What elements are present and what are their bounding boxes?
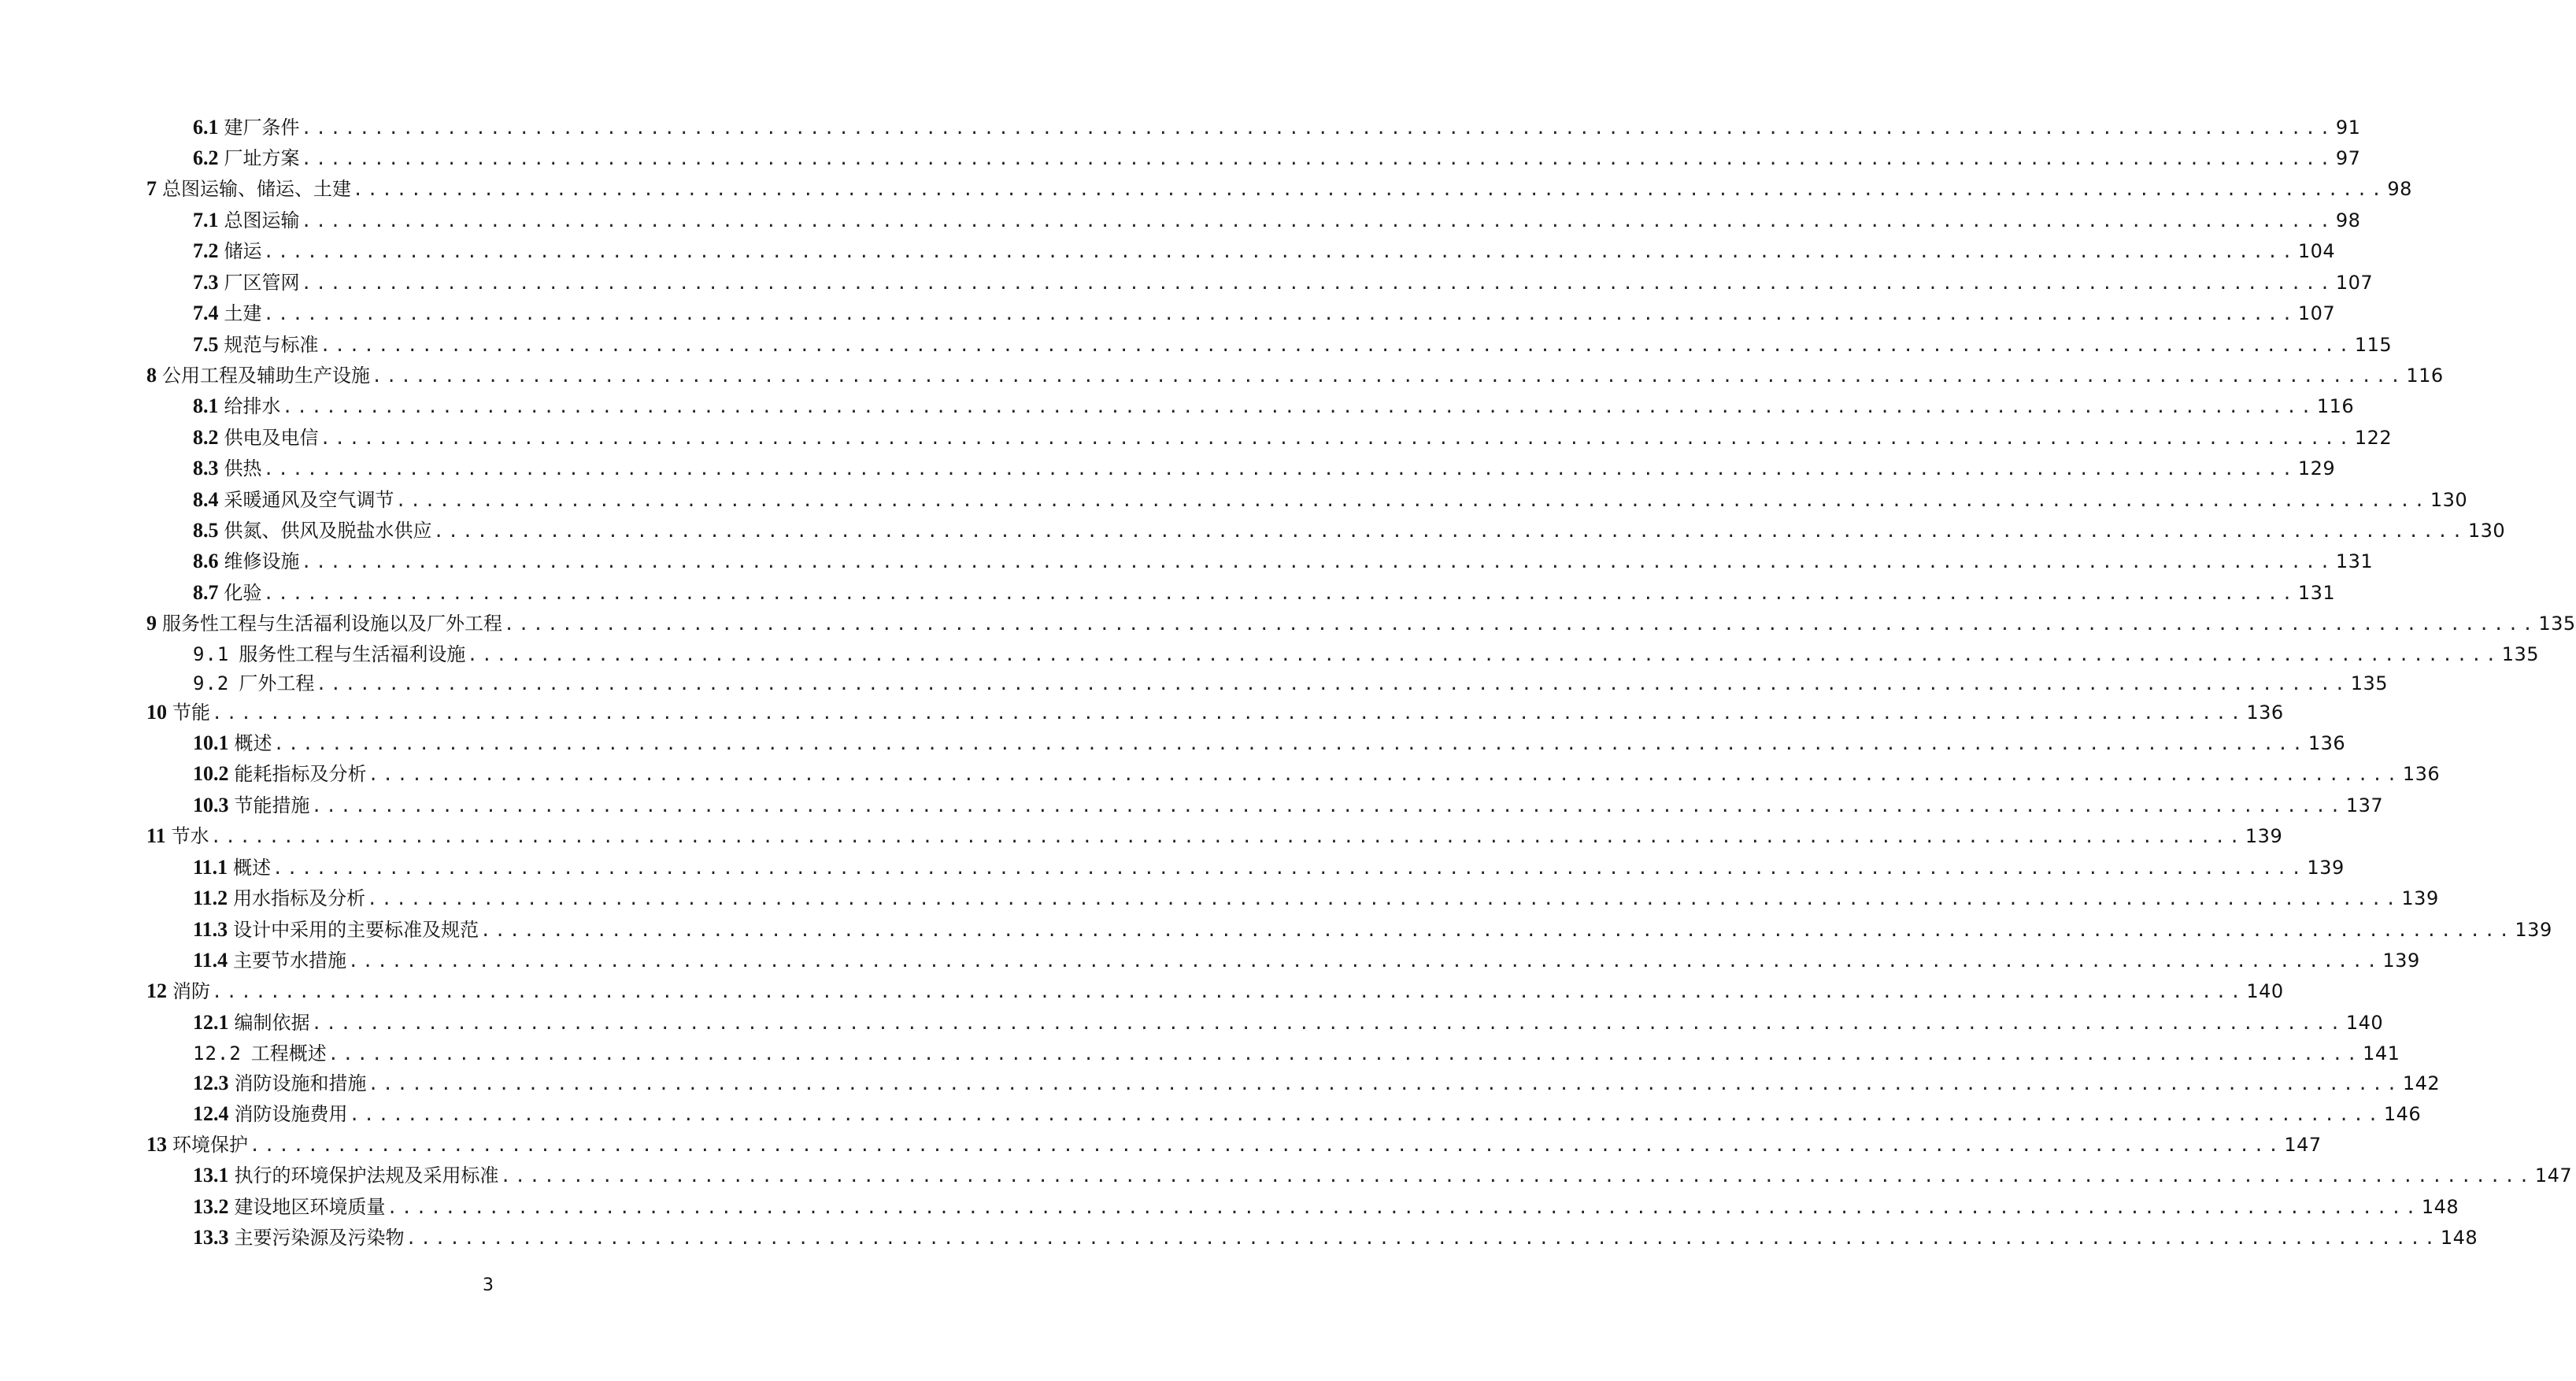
toc-dot-leader: ............................................................................................................................................ xyxy=(387,1198,2420,1218)
toc-entry-number: 8 xyxy=(146,364,157,387)
toc-entry[interactable] xyxy=(193,235,2336,262)
toc-entry-number: 11.3 xyxy=(193,918,228,941)
toc-entry[interactable] xyxy=(193,143,2361,169)
toc-entry[interactable] xyxy=(193,453,2336,479)
toc-entry-page-number: 122 xyxy=(2354,427,2393,449)
toc-entry[interactable] xyxy=(193,267,2374,294)
toc-entry-number: 6.1 xyxy=(193,116,219,139)
toc-entry[interactable] xyxy=(193,668,2388,694)
toc-entry[interactable] xyxy=(193,298,2336,324)
toc-dot-leader: ............................................................................................................................................ xyxy=(320,429,2353,449)
toc-entry-title: 储运 xyxy=(224,240,262,262)
toc-entry-page-number: 107 xyxy=(2335,272,2374,294)
toc-entry-title: 主要节水措施 xyxy=(233,950,347,972)
toc-entry-page-number: 142 xyxy=(2402,1072,2441,1094)
toc-entry-title: 概述 xyxy=(234,732,272,754)
toc-entry-title: 供热 xyxy=(224,457,262,479)
toc-entry[interactable] xyxy=(193,546,2374,572)
toc-entry[interactable] xyxy=(193,112,2361,139)
toc-dot-leader: ............................................................................................................................................ xyxy=(467,646,2500,665)
toc-entry[interactable] xyxy=(193,1007,2384,1034)
toc-entry-page-number: 116 xyxy=(2406,365,2444,387)
toc-dot-leader: ............................................................................................................................................ xyxy=(273,735,2307,754)
toc-entry-number: 12.4 xyxy=(193,1102,229,1125)
toc-entry-title: 设计中采用的主要标准及规范 xyxy=(233,919,479,941)
toc-entry[interactable] xyxy=(193,914,2552,941)
toc-dot-leader: ............................................................................................................................................ xyxy=(212,983,2245,1002)
toc-entry-number: 7 xyxy=(146,177,157,200)
toc-entry[interactable] xyxy=(193,577,2336,604)
toc-entry-page-number: 139 xyxy=(2382,950,2420,972)
toc-entry-page-number: 136 xyxy=(2308,732,2346,754)
toc-entry-title: 给排水 xyxy=(224,395,281,417)
toc-dot-leader: ............................................................................................................................................ xyxy=(311,1014,2345,1034)
toc-entry-title: 公用工程及辅助生产设施 xyxy=(162,365,370,387)
toc-entry-page-number: 129 xyxy=(2297,457,2336,479)
toc-dot-leader: ............................................................................................................................................ xyxy=(368,1075,2401,1094)
toc-dot-leader: ............................................................................................................................................ xyxy=(480,921,2514,941)
toc-entry[interactable] xyxy=(193,422,2393,449)
toc-entry-title: 总图运输 xyxy=(224,209,300,231)
toc-entry-number: 7.5 xyxy=(193,333,219,356)
toc-entry-title: 执行的环境保护法规及采用标准 xyxy=(234,1164,499,1187)
toc-entry[interactable] xyxy=(193,945,2420,972)
toc-entry-title: 编制依据 xyxy=(234,1012,310,1034)
toc-entry-title: 化验 xyxy=(224,582,262,604)
toc-entry-title: 节能措施 xyxy=(234,794,310,816)
toc-dot-leader: ............................................................................................................................................ xyxy=(263,243,2297,262)
toc-dot-leader: ............................................................................................................................................ xyxy=(367,890,2400,909)
toc-entry-page-number: 98 xyxy=(2387,178,2412,200)
toc-entry-number: 13.1 xyxy=(193,1164,229,1187)
toc-dot-leader: ............................................................................................................................................ xyxy=(282,398,2315,417)
toc-entry-number: 12.1 xyxy=(193,1011,229,1034)
toc-dot-leader: ............................................................................................................................................ xyxy=(405,1229,2439,1249)
toc-entry-number: 6.2 xyxy=(193,146,219,169)
toc-entry[interactable] xyxy=(193,639,2539,665)
toc-dot-leader: ............................................................................................................................................ xyxy=(368,765,2401,785)
toc-entry[interactable] xyxy=(193,883,2439,909)
toc-entry[interactable] xyxy=(193,515,2506,542)
toc-entry-page-number: 147 xyxy=(2534,1164,2573,1187)
toc-entry-page-number: 141 xyxy=(2363,1042,2400,1064)
toc-entry[interactable] xyxy=(146,820,2283,847)
toc-entry-title: 总图运输、储运、土建 xyxy=(162,178,351,200)
page-number-footer: 3 xyxy=(483,1275,494,1295)
toc-entry[interactable] xyxy=(193,1068,2441,1094)
toc-entry[interactable] xyxy=(193,391,2355,417)
toc-entry-title: 建厂条件 xyxy=(224,117,300,139)
toc-dot-leader: ............................................................................................................................................ xyxy=(311,797,2345,816)
toc-entry-number: 10.1 xyxy=(193,731,229,754)
toc-entry-page-number: 147 xyxy=(2284,1134,2322,1156)
toc-entry-page-number: 115 xyxy=(2354,334,2393,356)
toc-entry[interactable] xyxy=(193,1038,2400,1064)
toc-entry-title: 节能 xyxy=(172,702,210,724)
toc-entry-number: 11 xyxy=(146,824,166,847)
toc-dot-leader: ............................................................................................................................................ xyxy=(433,522,2467,542)
toc-entry-title: 消防 xyxy=(172,980,210,1002)
toc-entry[interactable] xyxy=(193,1222,2478,1249)
toc-entry-title: 厂址方案 xyxy=(224,147,300,169)
toc-entry-title: 采暖通风及空气调节 xyxy=(224,489,394,511)
toc-entry-number: 8.3 xyxy=(193,457,219,479)
toc-entry-page-number: 98 xyxy=(2335,209,2361,231)
toc-entry-title: 厂外工程 xyxy=(239,672,315,694)
toc-entry-page-number: 139 xyxy=(2515,919,2552,941)
toc-entry-page-number: 139 xyxy=(2401,887,2439,909)
toc-entry-page-number: 91 xyxy=(2335,117,2361,139)
toc-entry-title: 供电及电信 xyxy=(224,427,319,449)
toc-dot-leader: ............................................................................................................................................ xyxy=(320,336,2353,356)
toc-entry-number: 9 xyxy=(146,612,157,635)
toc-entry-page-number: 139 xyxy=(2307,857,2345,879)
toc-dot-leader: ............................................................................................................................................ xyxy=(212,704,2245,724)
toc-entry-page-number: 135 xyxy=(2538,613,2576,635)
toc-dot-leader: ............................................................................................................................................ xyxy=(301,150,2334,169)
toc-entry-title: 供氮、供风及脱盐水供应 xyxy=(224,520,432,542)
toc-entry-title: 消防设施和措施 xyxy=(234,1072,367,1094)
toc-dot-leader: ............................................................................................................................................ xyxy=(316,675,2349,694)
toc-dot-leader: ............................................................................................................................................ xyxy=(263,305,2297,324)
toc-entry-page-number: 140 xyxy=(2345,1012,2384,1034)
toc-entry[interactable] xyxy=(193,790,2384,816)
toc-dot-leader: ............................................................................................................................................ xyxy=(301,119,2334,139)
toc-entry-page-number: 146 xyxy=(2383,1103,2422,1125)
toc-entry-title: 主要污染源及污染物 xyxy=(234,1227,405,1249)
toc-dot-leader: ............................................................................................................................................ xyxy=(250,1136,2283,1156)
toc-entry[interactable] xyxy=(193,1191,2459,1218)
toc-entry-title: 用水指标及分析 xyxy=(233,887,366,909)
toc-entry-title: 规范与标准 xyxy=(224,334,319,356)
toc-entry-number: 11.1 xyxy=(193,856,228,879)
toc-entry-number: 7.3 xyxy=(193,271,219,294)
toc-entry-title: 维修设施 xyxy=(224,550,300,572)
toc-entry[interactable] xyxy=(193,728,2346,754)
toc-entry-title: 土建 xyxy=(224,302,262,324)
toc-entry-title: 工程概述 xyxy=(250,1042,327,1064)
toc-dot-leader: ............................................................................................................................................ xyxy=(301,553,2334,572)
toc-entry-number: 12 xyxy=(146,979,167,1002)
toc-dot-leader: ............................................................................................................................................ xyxy=(263,460,2297,479)
toc-entry-title: 节水 xyxy=(171,825,209,847)
toc-entry-page-number: 116 xyxy=(2316,395,2355,417)
toc-entry[interactable] xyxy=(193,1098,2422,1125)
toc-entry-title: 概述 xyxy=(233,857,272,879)
toc-entry[interactable] xyxy=(193,1160,2573,1187)
toc-dot-leader: ............................................................................................................................................ xyxy=(395,491,2429,511)
toc-dot-leader: ............................................................................................................................................ xyxy=(301,274,2334,294)
toc-entry-title: 建设地区环境质量 xyxy=(234,1196,386,1218)
toc-entry[interactable] xyxy=(193,329,2393,356)
toc-dot-leader: ............................................................................................................................................ xyxy=(263,584,2297,604)
toc-entry[interactable] xyxy=(193,852,2345,879)
toc-entry-page-number: 97 xyxy=(2335,147,2361,169)
toc-entry-number: 12.3 xyxy=(193,1072,229,1094)
toc-entry-number: 13.2 xyxy=(193,1195,229,1218)
toc-entry-page-number: 104 xyxy=(2297,240,2336,262)
toc-entry-title: 环境保护 xyxy=(172,1134,248,1156)
toc-entry-number: 12.2 xyxy=(193,1042,242,1064)
toc-entry[interactable] xyxy=(146,976,2284,1002)
toc-entry[interactable] xyxy=(193,484,2468,511)
toc-entry-number: 11.2 xyxy=(193,887,228,909)
toc-entry-number: 8.6 xyxy=(193,550,219,572)
toc-dot-leader: ............................................................................................................................................ xyxy=(301,212,2334,231)
toc-dot-leader: ............................................................................................................................................ xyxy=(272,859,2306,879)
toc-entry-page-number: 107 xyxy=(2297,302,2336,324)
toc-entry-number: 10.2 xyxy=(193,762,229,785)
toc-entry-title: 服务性工程与生活福利设施 xyxy=(239,643,466,665)
toc-entry-title: 厂区管网 xyxy=(224,272,300,294)
toc-dot-leader: ............................................................................................................................................ xyxy=(328,1045,2362,1064)
toc-entry-number: 7.4 xyxy=(193,302,219,324)
toc-entry[interactable] xyxy=(193,758,2441,785)
toc-dot-leader: ............................................................................................................................................ xyxy=(504,615,2537,635)
toc-entry-number: 9.2 xyxy=(193,672,230,694)
toc-dot-leader: ............................................................................................................................................ xyxy=(500,1167,2533,1187)
toc-entry-page-number: 135 xyxy=(2350,672,2388,694)
toc-entry-number: 8.2 xyxy=(193,426,219,449)
toc-entry-number: 13.3 xyxy=(193,1226,229,1249)
toc-entry[interactable] xyxy=(146,360,2444,387)
toc-entry-number: 7.1 xyxy=(193,209,219,231)
toc-entry-number: 9.1 xyxy=(193,643,230,665)
toc-entry-page-number: 131 xyxy=(2297,582,2336,604)
toc-dot-leader: ............................................................................................................................................ xyxy=(348,952,2382,972)
toc-entry-number: 8.1 xyxy=(193,394,219,417)
toc-entry-page-number: 130 xyxy=(2430,489,2468,511)
toc-entry-page-number: 131 xyxy=(2335,550,2374,572)
toc-entry-number: 13 xyxy=(146,1133,167,1156)
toc-dot-leader: ............................................................................................................................................ xyxy=(210,827,2244,847)
toc-entry-title: 消防设施费用 xyxy=(234,1103,348,1125)
toc-entry[interactable] xyxy=(146,697,2284,724)
toc-entry-page-number: 130 xyxy=(2467,520,2506,542)
toc-entry[interactable] xyxy=(193,205,2361,231)
toc-entry[interactable] xyxy=(146,1129,2322,1156)
toc-entry-number: 8.5 xyxy=(193,519,219,542)
toc-entry[interactable] xyxy=(146,173,2412,200)
toc-dot-leader: ............................................................................................................................................ xyxy=(353,180,2386,200)
toc-entry-number: 7.2 xyxy=(193,239,219,262)
toc-entry-number: 10 xyxy=(146,701,167,724)
toc-entry-page-number: 137 xyxy=(2345,794,2384,816)
toc-entry-page-number: 139 xyxy=(2245,825,2283,847)
toc-entry[interactable] xyxy=(146,608,2576,635)
toc-entry-title: 能耗指标及分析 xyxy=(234,763,367,785)
toc-entry-title: 服务性工程与生活福利设施以及厂外工程 xyxy=(162,613,502,635)
toc-entry-page-number: 136 xyxy=(2402,763,2441,785)
toc-entry-page-number: 135 xyxy=(2501,643,2539,665)
toc-entry-page-number: 136 xyxy=(2246,702,2284,724)
toc-entry-number: 8.7 xyxy=(193,581,219,604)
toc-entry-number: 11.4 xyxy=(193,949,228,972)
toc-entry-page-number: 148 xyxy=(2440,1227,2478,1249)
toc-entry-number: 10.3 xyxy=(193,794,229,816)
toc-dot-leader: ............................................................................................................................................ xyxy=(349,1105,2382,1125)
toc-entry-page-number: 140 xyxy=(2246,980,2284,1002)
toc-entry-number: 8.4 xyxy=(193,488,219,511)
toc-dot-leader: ............................................................................................................................................ xyxy=(372,367,2405,387)
toc-entry-page-number: 148 xyxy=(2421,1196,2459,1218)
